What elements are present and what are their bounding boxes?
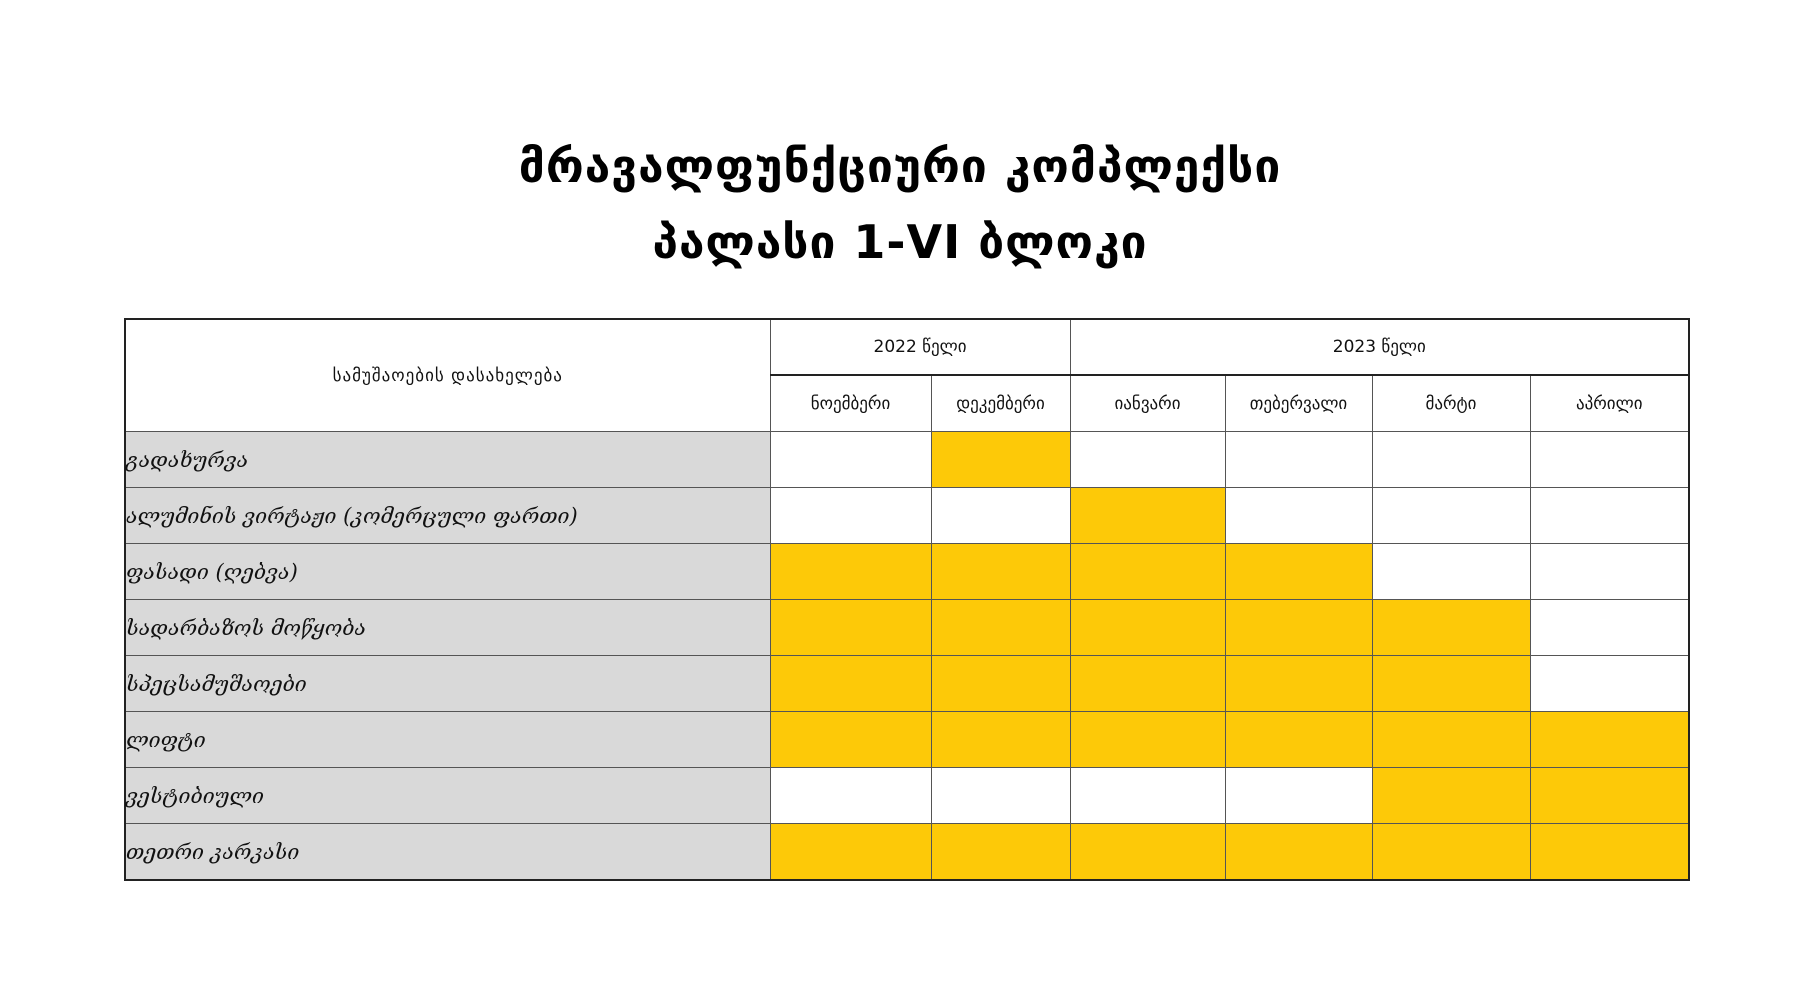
table-row <box>125 432 1689 488</box>
schedule-cell-filled <box>1070 488 1225 544</box>
schedule-cell-filled <box>770 824 931 881</box>
table-row <box>125 768 1689 824</box>
schedule-cell <box>1530 544 1689 600</box>
schedule-cell <box>1225 488 1372 544</box>
schedule-cell-filled <box>1530 712 1689 768</box>
schedule-cell-filled <box>931 600 1070 656</box>
title-line-1: მრავალფუნქციური კომპლექსი <box>518 139 1282 193</box>
month-header-november: ნოემბერი <box>770 375 931 432</box>
schedule-cell <box>1225 432 1372 488</box>
schedule-cell <box>770 768 931 824</box>
schedule-cell <box>1372 544 1530 600</box>
schedule-cell-filled <box>1530 768 1689 824</box>
schedule-cell-filled <box>1225 600 1372 656</box>
task-name: სადარბაზოს მოწყობა <box>125 600 770 656</box>
schedule-cell-filled <box>1225 656 1372 712</box>
schedule-cell <box>1070 432 1225 488</box>
task-name: ლიფტი <box>125 712 770 768</box>
table-row <box>125 656 1689 712</box>
schedule-cell-filled <box>1070 824 1225 881</box>
schedule-cell <box>1530 600 1689 656</box>
schedule-cell <box>770 488 931 544</box>
month-header-february: თებერვალი <box>1225 375 1372 432</box>
schedule-cell <box>1372 488 1530 544</box>
task-name: სპეცსამუშაოები <box>125 656 770 712</box>
schedule-cell-filled <box>1070 544 1225 600</box>
task-name: გადახურვა <box>125 432 770 488</box>
schedule-cell-filled <box>1372 712 1530 768</box>
schedule-cell <box>931 768 1070 824</box>
table-row <box>125 824 1689 881</box>
schedule-cell <box>1372 432 1530 488</box>
schedule-cell-filled <box>1530 824 1689 881</box>
table-row <box>125 488 1689 544</box>
year-2023-header: 2023 წელი <box>1070 319 1689 375</box>
schedule-cell-filled <box>931 656 1070 712</box>
schedule-cell-filled <box>1372 656 1530 712</box>
schedule-cell-filled <box>770 656 931 712</box>
table-row <box>125 712 1689 768</box>
schedule-cell-filled <box>931 432 1070 488</box>
schedule-cell-filled <box>931 544 1070 600</box>
schedule-cell <box>1530 488 1689 544</box>
month-header-january: იანვარი <box>1070 375 1225 432</box>
schedule-cell-filled <box>770 712 931 768</box>
task-name: ვესტიბიული <box>125 768 770 824</box>
schedule-cell <box>1070 768 1225 824</box>
schedule-cell <box>1225 768 1372 824</box>
schedule-cell-filled <box>1070 712 1225 768</box>
title-line-2: პალასი 1-VI ბლოკი <box>652 215 1148 269</box>
schedule-cell-filled <box>770 544 931 600</box>
page-title <box>0 128 1800 280</box>
year-2022-header: 2022 წელი <box>770 319 1070 375</box>
schedule-cell-filled <box>1225 712 1372 768</box>
schedule-cell-filled <box>931 824 1070 881</box>
schedule-cell <box>1530 432 1689 488</box>
schedule-cell-filled <box>770 600 931 656</box>
schedule-cell-filled <box>931 712 1070 768</box>
schedule-cell-filled <box>1372 824 1530 881</box>
task-name: ფასადი (ღებვა) <box>125 544 770 600</box>
task-name: თეთრი კარკასი <box>125 824 770 881</box>
schedule-cell <box>931 488 1070 544</box>
schedule-cell <box>770 432 931 488</box>
schedule-cell-filled <box>1372 600 1530 656</box>
schedule-body <box>125 432 1689 881</box>
month-header-april: აპრილი <box>1530 375 1689 432</box>
schedule-cell-filled <box>1225 824 1372 881</box>
schedule-cell <box>1530 656 1689 712</box>
schedule-cell-filled <box>1225 544 1372 600</box>
schedule-cell-filled <box>1372 768 1530 824</box>
table-row <box>125 544 1689 600</box>
month-header-december: დეკემბერი <box>931 375 1070 432</box>
schedule-cell-filled <box>1070 600 1225 656</box>
work-name-header: სამუშაოების დასახელება <box>125 319 770 432</box>
table-row <box>125 600 1689 656</box>
schedule-cell-filled <box>1070 656 1225 712</box>
task-name: ალუმინის ვირტაჟი (კომერცული ფართი) <box>125 488 770 544</box>
schedule-table <box>124 318 1690 881</box>
month-header-march: მარტი <box>1372 375 1530 432</box>
year-header-row <box>125 319 1689 375</box>
